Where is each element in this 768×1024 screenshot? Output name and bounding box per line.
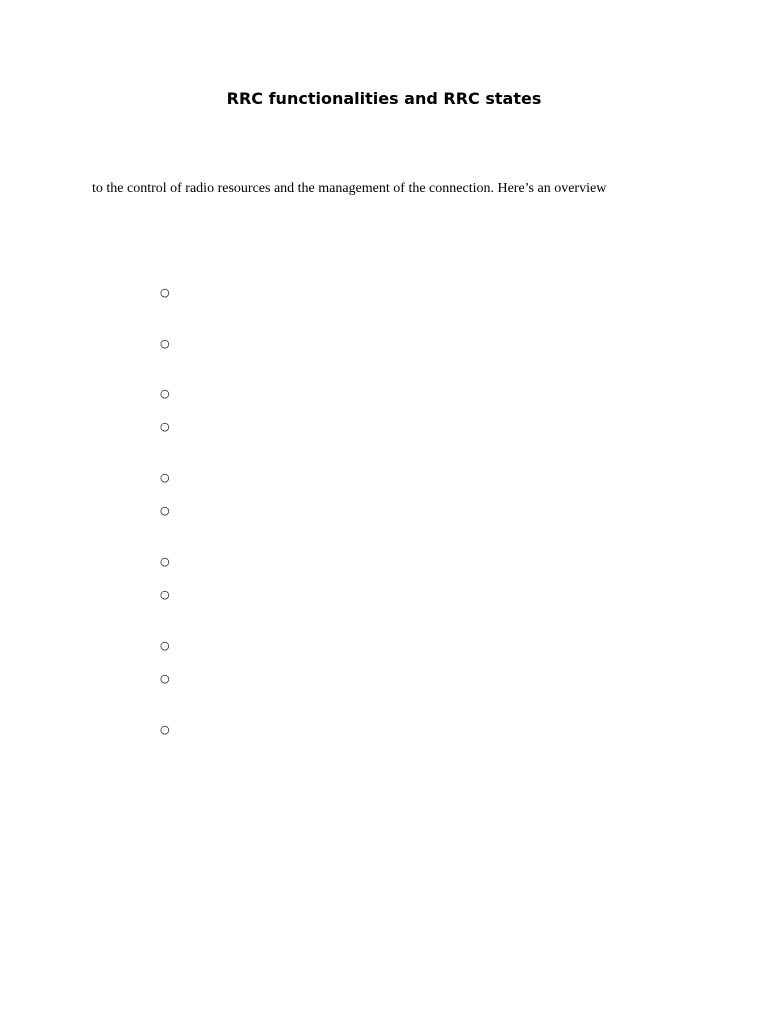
list-bullet: ○ [160, 504, 170, 517]
intro-paragraph: to the control of radio resources and the management of the connection. Here’s an overview [92, 181, 607, 196]
list-bullet: ○ [160, 555, 170, 568]
list-bullet: ○ [160, 588, 170, 601]
list-bullet: ○ [160, 639, 170, 652]
list-bullet: ○ [160, 672, 170, 685]
list-bullet: ○ [160, 337, 170, 350]
list-bullet: ○ [160, 286, 170, 299]
list-bullet: ○ [160, 387, 170, 400]
list-bullet: ○ [160, 723, 170, 736]
list-bullet: ○ [160, 420, 170, 433]
list-bullet: ○ [160, 471, 170, 484]
page-title: RRC functionalities and RRC states [226, 89, 542, 108]
